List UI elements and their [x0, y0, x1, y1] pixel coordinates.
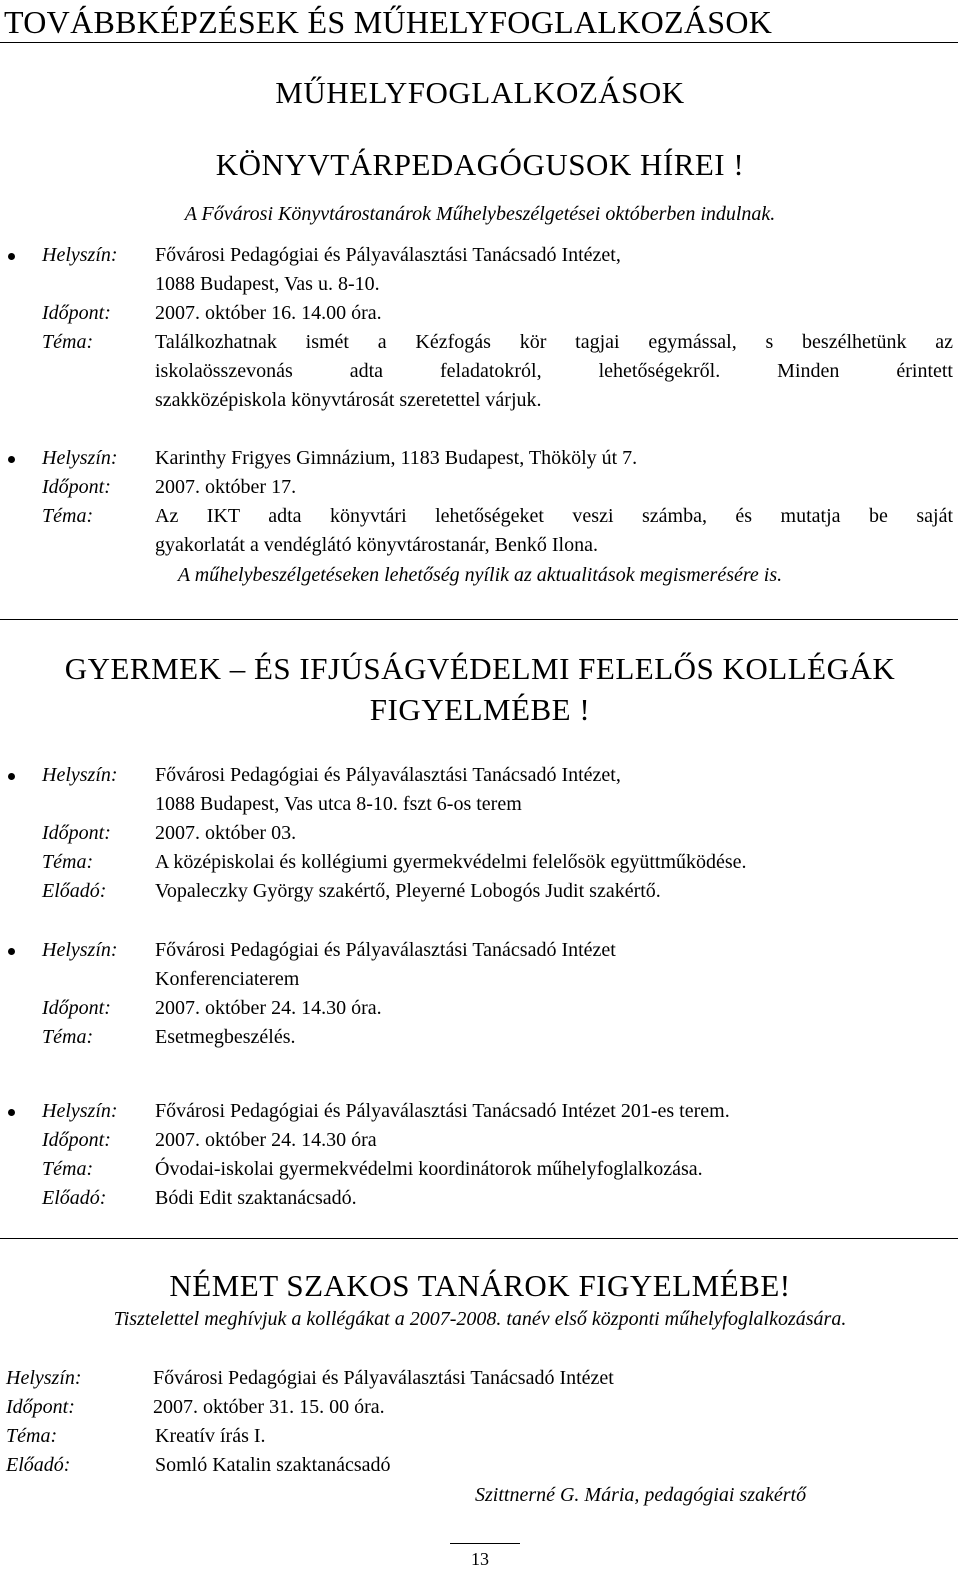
topic-line-3: szakközépiskola könyvtárosát szeretettel várjuk. — [155, 389, 542, 411]
time-label: Időpont: — [42, 997, 111, 1019]
location-label: Helyszín: — [42, 244, 118, 266]
location-label: Helyszín: — [42, 939, 118, 961]
presenter-label: Előadó: — [42, 880, 107, 902]
section-heading-nemet: NÉMET SZAKOS TANÁROK FIGYELMÉBE! — [169, 1268, 791, 1303]
section-heading-gyermekvedelem: GYERMEK – ÉS IFJÚSÁGVÉDELMI FELELŐS KOLLÉGÁK — [64, 651, 896, 686]
topic-label: Téma: — [42, 505, 94, 527]
time-label: Időpont: — [42, 1129, 111, 1151]
topic-label: Téma: — [6, 1425, 58, 1447]
location-value: Fővárosi Pedagógiai és Pályaválasztási Tanácsadó Intézet, — [155, 764, 621, 786]
section-divider — [0, 1238, 958, 1239]
location-value: Karinthy Frigyes Gimnázium, 1183 Budapest, Thököly út 7. — [155, 447, 638, 469]
topic-line-2: gyakorlatát a vendéglátó könyvtárostanár, Benkő Ilona. — [155, 534, 598, 556]
presenter-value: Vopaleczky György szakértő, Pleyerné Lobogós Judit szakértő. — [155, 880, 661, 902]
topic-value: Óvodai-iskolai gyermekvédelmi koordinátorok műhelyfoglalkozása. — [155, 1158, 703, 1180]
location-label: Helyszín: — [42, 764, 118, 786]
presenter-label: Előadó: — [42, 1187, 107, 1209]
section-intro: Tisztelettel meghívjuk a kollégákat a 2007-2008. tanév első központi műhelyfoglalkozására. — [113, 1308, 847, 1330]
time-value: 2007. október 24. 14.30 óra — [155, 1129, 377, 1151]
bullet-icon — [8, 773, 15, 780]
section-intro: A Fővárosi Könyvtárostanárok Műhelybeszélgetései októberben indulnak. — [184, 203, 776, 225]
signature: Szittnerné G. Mária, pedagógiai szakértő — [475, 1484, 807, 1506]
location-value-line2: Konferenciaterem — [155, 968, 300, 990]
topic-label: Téma: — [42, 1026, 94, 1048]
location-value: Fővárosi Pedagógiai és Pályaválasztási Tanácsadó Intézet — [153, 1367, 614, 1389]
page-header-title: TOVÁBBKÉPZÉSEK ÉS MŰHELYFOGLALKOZÁSOK — [4, 4, 773, 40]
section-outro: A műhelybeszélgetéseken lehetőség nyílik az aktualitások megismerésére is. — [177, 564, 783, 586]
bullet-icon — [8, 253, 15, 260]
time-value: 2007. október 31. 15. 00 óra. — [153, 1396, 385, 1418]
topic-label: Téma: — [42, 331, 94, 353]
location-value-line2: 1088 Budapest, Vas utca 8-10. fszt 6-os terem — [155, 793, 522, 815]
location-label: Helyszín: — [42, 1100, 118, 1122]
section-subheading-konyvtarpedagogusok: KÖNYVTÁRPEDAGÓGUSOK HÍREI ! — [215, 147, 745, 182]
location-value-line2: 1088 Budapest, Vas u. 8-10. — [155, 273, 380, 295]
footer-divider — [450, 1543, 520, 1544]
bullet-icon — [8, 456, 15, 463]
section-heading-gyermekvedelem-line2: FIGYELMÉBE ! — [369, 692, 591, 727]
location-label: Helyszín: — [42, 447, 118, 469]
time-value: 2007. október 03. — [155, 822, 297, 844]
section-divider — [0, 619, 958, 620]
presenter-value: Bódi Edit szaktanácsadó. — [155, 1187, 357, 1209]
topic-value: Kreatív írás I. — [155, 1425, 266, 1447]
location-value: Fővárosi Pedagógiai és Pályaválasztási Tanácsadó Intézet 201-es terem. — [155, 1100, 730, 1122]
topic-line-1: Találkozhatnak ismét a Kézfogás kör tagjai egymással, s beszélhetünk az — [155, 331, 953, 353]
section-heading-muhelyfoglalkozasok: MŰHELYFOGLALKOZÁSOK — [275, 75, 685, 110]
bullet-icon — [8, 1109, 15, 1116]
presenter-value: Somló Katalin szaktanácsadó — [155, 1454, 391, 1476]
topic-value: A középiskolai és kollégiumi gyermekvédelmi felelősök együttműködése. — [155, 851, 747, 873]
time-label: Időpont: — [6, 1396, 75, 1418]
topic-label: Téma: — [42, 851, 94, 873]
presenter-label: Előadó: — [6, 1454, 71, 1476]
time-value: 2007. október 24. 14.30 óra. — [155, 997, 382, 1019]
time-value: 2007. október 16. 14.00 óra. — [155, 302, 382, 324]
time-value: 2007. október 17. — [155, 476, 297, 498]
topic-value: Esetmegbeszélés. — [155, 1026, 296, 1048]
location-label: Helyszín: — [6, 1367, 82, 1389]
location-value: Fővárosi Pedagógiai és Pályaválasztási Tanácsadó Intézet — [155, 939, 616, 961]
time-label: Időpont: — [42, 822, 111, 844]
time-label: Időpont: — [42, 302, 111, 324]
topic-line-2: iskolaösszevonás adta feladatokról, lehetőségekről. Minden érintett — [155, 360, 953, 382]
header-divider — [0, 42, 958, 43]
location-value: Fővárosi Pedagógiai és Pályaválasztási Tanácsadó Intézet, — [155, 244, 621, 266]
bullet-icon — [8, 948, 15, 955]
topic-label: Téma: — [42, 1158, 94, 1180]
page-number: 13 — [471, 1549, 489, 1569]
time-label: Időpont: — [42, 476, 111, 498]
topic-line-1: Az IKT adta könyvtári lehetőségeket veszi számba, és mutatja be saját — [155, 505, 953, 527]
